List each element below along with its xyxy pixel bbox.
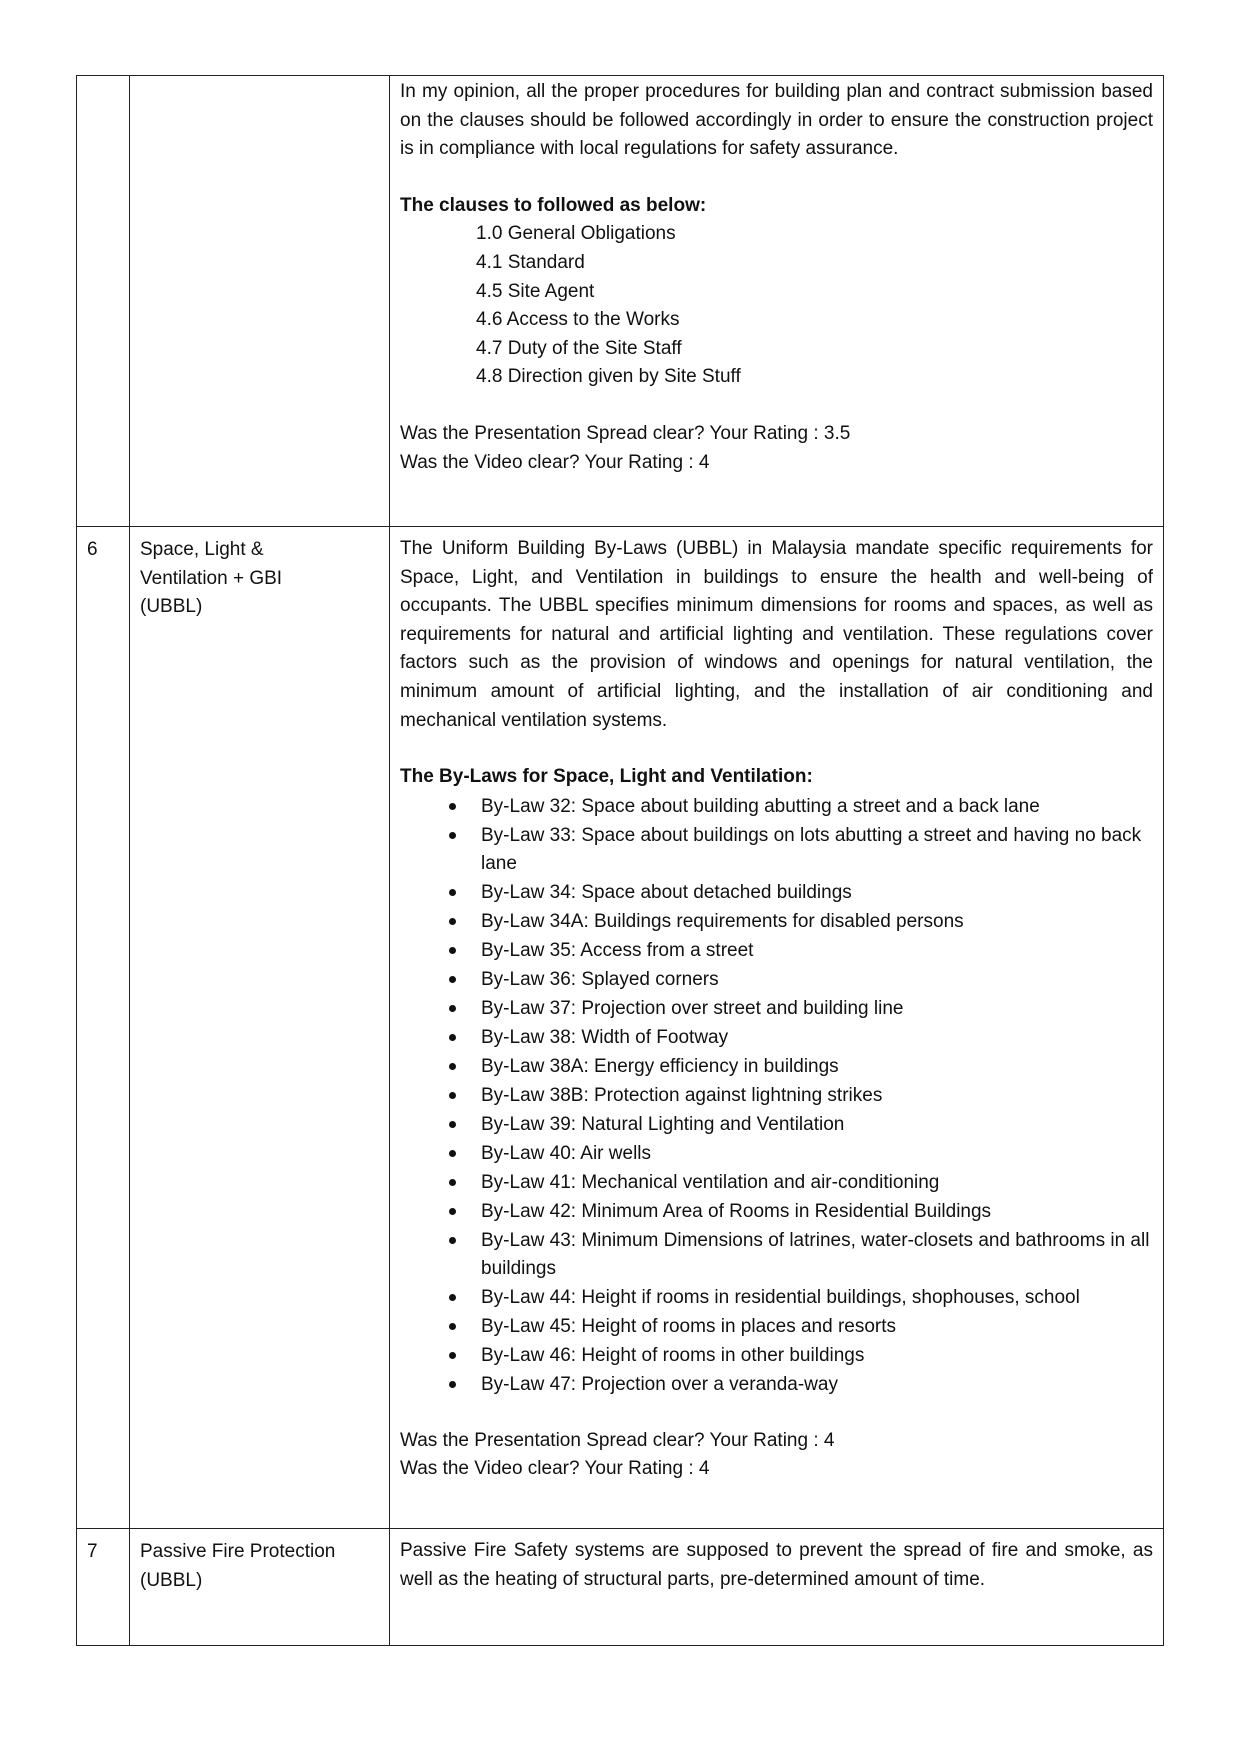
list-item: By-Law 34: Space about detached buildings xyxy=(481,878,1153,907)
bullet-icon xyxy=(449,1005,456,1012)
list-item: 1.0 General Obligations xyxy=(476,223,676,245)
bullet-icon xyxy=(449,1352,456,1359)
table-row xyxy=(77,1529,1164,1646)
list-item: By-Law 34A: Buildings requirements for disabled persons xyxy=(481,907,1153,936)
bullet-icon xyxy=(449,918,456,925)
row-topic xyxy=(130,527,390,1529)
row-content xyxy=(390,1529,1164,1646)
list-heading: The By-Laws for Space, Light and Ventilation: xyxy=(400,766,813,788)
bullet-icon xyxy=(449,889,456,896)
bullet-icon xyxy=(449,1179,456,1186)
row-topic xyxy=(130,76,390,527)
bullet-icon xyxy=(449,976,456,983)
list-item: By-Law 33: Space about buildings on lots abutting a street and having no back lane xyxy=(481,821,1153,878)
list-item: By-Law 46: Height of rooms in other buildings xyxy=(481,1341,1153,1370)
video-rating: Was the Video clear? Your Rating : 4 xyxy=(400,1458,710,1480)
row-content xyxy=(390,527,1164,1529)
list-item: By-Law 43: Minimum Dimensions of latrines, water-closets and bathrooms in all buildings xyxy=(481,1226,1153,1283)
table-row xyxy=(77,76,1164,527)
list-item: By-Law 39: Natural Lighting and Ventilation xyxy=(481,1110,1153,1139)
list-item: By-Law 45: Height of rooms in places and resorts xyxy=(481,1312,1153,1341)
bylaw-list xyxy=(400,792,1153,1399)
topic-line: Passive Fire Protection xyxy=(140,1541,336,1562)
list-item: 4.6 Access to the Works xyxy=(476,309,680,331)
bullet-icon xyxy=(449,832,456,839)
bullet-icon xyxy=(449,1092,456,1099)
bullet-icon xyxy=(449,1237,456,1244)
list-item: By-Law 47: Projection over a veranda-way xyxy=(481,1370,1153,1399)
list-item: By-Law 36: Splayed corners xyxy=(481,965,1153,994)
intro-paragraph: The Uniform Building By-Laws (UBBL) in Malaysia mandate specific requirements for Space, Light, and Ventilation in buildings to ensure the health and well-being of occupants. The UBBL specifies minimum dimensions for rooms and spaces, as well as requirements for natural and artificial lighting and ventilation. These regulations cover factors such as the provision of windows and openings for natural ventilation, the minimum amount of artificial lighting, and the installation of air conditioning and mechanical ventilation systems. xyxy=(400,538,1153,731)
row-content xyxy=(390,76,1164,527)
bullet-icon xyxy=(449,1063,456,1070)
list-item: 4.7 Duty of the Site Staff xyxy=(476,337,682,359)
list-item: By-Law 42: Minimum Area of Rooms in Residential Buildings xyxy=(481,1197,1153,1226)
intro-paragraph: Passive Fire Safety systems are supposed to prevent the spread of fire and smoke, as well as the heating of structural parts, pre-determined amount of time. xyxy=(400,1540,1153,1590)
presentation-rating: Was the Presentation Spread clear? Your Rating : 3.5 xyxy=(400,422,851,444)
bullet-icon xyxy=(449,1208,456,1215)
topic-line: Ventilation + GBI xyxy=(140,567,283,589)
review-table xyxy=(76,75,1164,1646)
topic-line: (UBBL) xyxy=(140,1569,203,1591)
bullet-icon xyxy=(449,803,456,810)
topic-line: Space, Light & xyxy=(140,539,264,560)
list-item: By-Law 38A: Energy efficiency in buildings xyxy=(481,1052,1153,1081)
list-item: 4.5 Site Agent xyxy=(476,280,595,302)
list-item: By-Law 41: Mechanical ventilation and air-conditioning xyxy=(481,1168,1153,1197)
bullet-icon xyxy=(449,947,456,954)
video-rating: Was the Video clear? Your Rating : 4 xyxy=(400,451,710,473)
bullet-icon xyxy=(449,1121,456,1128)
list-item: By-Law 38: Width of Footway xyxy=(481,1023,1153,1052)
row-topic xyxy=(130,1529,390,1646)
bullet-icon xyxy=(449,1323,456,1330)
list-heading: The clauses to followed as below: xyxy=(400,194,707,216)
row-number: 6 xyxy=(77,527,130,1529)
list-item: 4.1 Standard xyxy=(476,251,585,273)
clause-list xyxy=(400,220,1153,392)
bullet-icon xyxy=(449,1294,456,1301)
bullet-icon xyxy=(449,1150,456,1157)
list-item: By-Law 40: Air wells xyxy=(481,1139,1153,1168)
list-item: By-Law 38B: Protection against lightning strikes xyxy=(481,1081,1153,1110)
bullet-icon xyxy=(449,1381,456,1388)
intro-paragraph: In my opinion, all the proper procedures for building plan and contract submission based on the clauses should be followed accordingly in order to ensure the construction project is in compliance with local regulations for safety assurance. xyxy=(400,81,1153,160)
table-row xyxy=(77,527,1164,1529)
row-number xyxy=(77,76,130,527)
row-number: 7 xyxy=(77,1529,130,1646)
list-item: By-Law 37: Projection over street and building line xyxy=(481,994,1153,1023)
topic-line: (UBBL) xyxy=(140,596,203,618)
list-item: By-Law 44: Height if rooms in residential buildings, shophouses, school xyxy=(481,1283,1153,1312)
bullet-icon xyxy=(449,1034,456,1041)
list-item: By-Law 32: Space about building abutting a street and a back lane xyxy=(481,792,1153,821)
list-item: By-Law 35: Access from a street xyxy=(481,936,1153,965)
list-item: 4.8 Direction given by Site Stuff xyxy=(476,366,741,388)
presentation-rating: Was the Presentation Spread clear? Your Rating : 4 xyxy=(400,1429,835,1451)
